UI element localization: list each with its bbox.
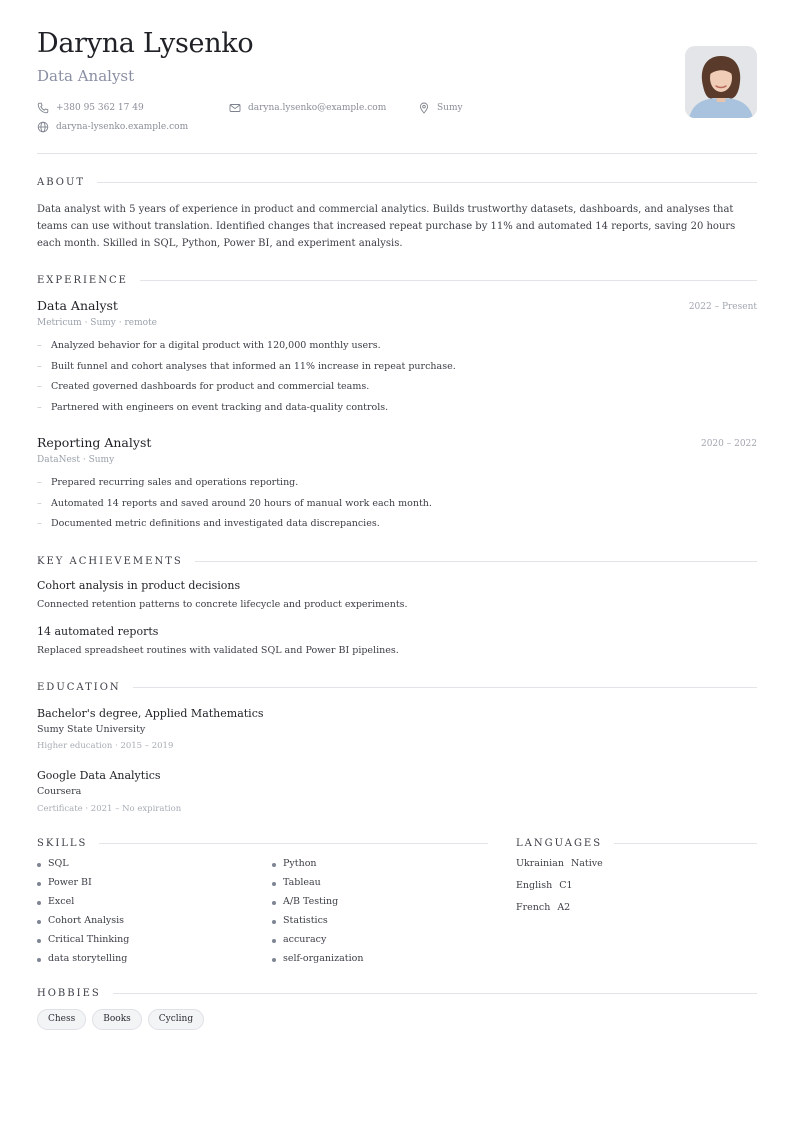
experience-heading-rule xyxy=(140,280,757,281)
about-heading xyxy=(37,177,757,188)
language-name: English xyxy=(516,880,553,891)
experience-heading xyxy=(37,275,757,286)
language-item xyxy=(516,902,570,913)
language-item xyxy=(516,880,573,891)
job-bullets xyxy=(37,336,456,419)
skill-item: Power BI xyxy=(37,877,92,888)
contact-phone[interactable] xyxy=(37,102,144,114)
mail-icon xyxy=(229,102,241,114)
job-bullet: – Created governed dashboards for product and commercial teams. xyxy=(37,377,456,398)
education-degree: Bachelor's degree, Applied Mathematics xyxy=(37,707,264,720)
candidate-name: Daryna Lysenko xyxy=(37,28,254,59)
skill-item: Tableau xyxy=(272,877,321,888)
skill-item: Excel xyxy=(37,896,74,907)
skill-item: Cohort Analysis xyxy=(37,915,124,926)
hobbies-heading xyxy=(37,988,757,999)
about-text: Data analyst with 5 years of experience in product and commercial analytics. Builds trustworthy datasets, dashboards, and analyses that teams can use without translation. Identified changes that increased repeat purchase by 11% and automated 14 reports, saving 20 hours each month. Skilled in SQL, Python, Power BI, and experiment analysis. xyxy=(37,204,736,249)
hobbies-heading-label: HOBBIES xyxy=(37,988,101,999)
phone-text: +380 95 362 17 49 xyxy=(56,103,144,113)
experience-heading-label: EXPERIENCE xyxy=(37,275,128,286)
job-dates: 2022 – Present xyxy=(688,302,757,312)
achievement-desc: Replaced spreadsheet routines with validated SQL and Power BI pipelines. xyxy=(37,645,399,656)
phone-icon xyxy=(37,102,49,114)
globe-icon xyxy=(37,121,49,133)
website-text: daryna-lysenko.example.com xyxy=(56,122,189,132)
achievements-heading-rule xyxy=(195,561,757,562)
hobby-chips xyxy=(37,1009,204,1030)
language-name: Ukrainian xyxy=(516,858,564,869)
email-text: daryna.lysenko@example.com xyxy=(248,103,387,113)
education-heading xyxy=(37,682,757,693)
about-heading-rule xyxy=(97,182,757,183)
header-divider xyxy=(37,153,757,154)
job-title: Data Analyst xyxy=(37,298,118,313)
skill-item: data storytelling xyxy=(37,953,127,964)
education-school: Sumy State University xyxy=(37,724,146,735)
contact-location xyxy=(418,102,463,114)
languages-heading-label: LANGUAGES xyxy=(516,838,603,849)
language-level: A2 xyxy=(557,902,571,913)
contact-website[interactable] xyxy=(37,121,188,133)
achievements-heading xyxy=(37,556,757,567)
candidate-title: Data Analyst xyxy=(37,67,135,85)
languages-heading xyxy=(516,838,757,849)
achievement-title: Cohort analysis in product decisions xyxy=(37,579,241,592)
language-name: French xyxy=(516,902,551,913)
about-heading-label: ABOUT xyxy=(37,177,86,188)
skills-heading-rule xyxy=(99,843,488,844)
language-level: C1 xyxy=(559,880,573,891)
skill-item: Statistics xyxy=(272,915,328,926)
job-dates: 2020 – 2022 xyxy=(700,439,757,449)
languages-heading-rule xyxy=(614,843,757,844)
education-heading-label: EDUCATION xyxy=(37,682,121,693)
skill-item: Critical Thinking xyxy=(37,934,129,945)
hobby-chip: Chess xyxy=(37,1009,86,1030)
job-bullet: – Built funnel and cohort analyses that informed an 11% increase in repeat purchase. xyxy=(37,357,456,378)
job-bullet: – Automated 14 reports and saved around 20 hours of manual work each month. xyxy=(37,494,432,515)
skills-heading-label: SKILLS xyxy=(37,838,88,849)
contact-email[interactable] xyxy=(229,102,386,114)
education-school: Coursera xyxy=(37,786,82,797)
hobby-chip: Cycling xyxy=(148,1009,204,1030)
education-degree: Google Data Analytics xyxy=(37,769,161,782)
skill-item: self-organization xyxy=(272,953,363,964)
job-title: Reporting Analyst xyxy=(37,435,152,450)
job-bullet: – Partnered with engineers on event tracking and data-quality controls. xyxy=(37,398,456,419)
job-meta: Metricum · Sumy · remote xyxy=(37,318,157,328)
portrait-photo-icon xyxy=(685,46,757,118)
achievement-title: 14 automated reports xyxy=(37,625,159,638)
job-bullet: – Prepared recurring sales and operations reporting. xyxy=(37,473,432,494)
location-pin-icon xyxy=(418,102,430,114)
profile-photo xyxy=(685,46,757,118)
job-bullet: – Analyzed behavior for a digital product with 120,000 monthly users. xyxy=(37,336,456,357)
language-level: Native xyxy=(570,858,603,869)
job-bullet: – Documented metric definitions and investigated data discrepancies. xyxy=(37,514,432,535)
skill-item: accuracy xyxy=(272,934,326,945)
job-meta: DataNest · Sumy xyxy=(37,455,115,465)
education-meta: Higher education · 2015 – 2019 xyxy=(37,741,174,751)
achievement-desc: Connected retention patterns to concrete lifecycle and product experiments. xyxy=(37,599,408,610)
language-item xyxy=(516,858,603,869)
education-meta: Certificate · 2021 – No expiration xyxy=(37,804,182,814)
hobby-chip: Books xyxy=(92,1009,142,1030)
skills-heading xyxy=(37,838,488,849)
skill-item: SQL xyxy=(37,858,69,869)
job-bullets xyxy=(37,473,432,535)
education-heading-rule xyxy=(133,687,757,688)
skill-item: Python xyxy=(272,858,317,869)
skill-item: A/B Testing xyxy=(272,896,338,907)
hobbies-heading-rule xyxy=(113,993,757,994)
achievements-heading-label: KEY ACHIEVEMENTS xyxy=(37,556,183,567)
location-text: Sumy xyxy=(437,103,463,113)
